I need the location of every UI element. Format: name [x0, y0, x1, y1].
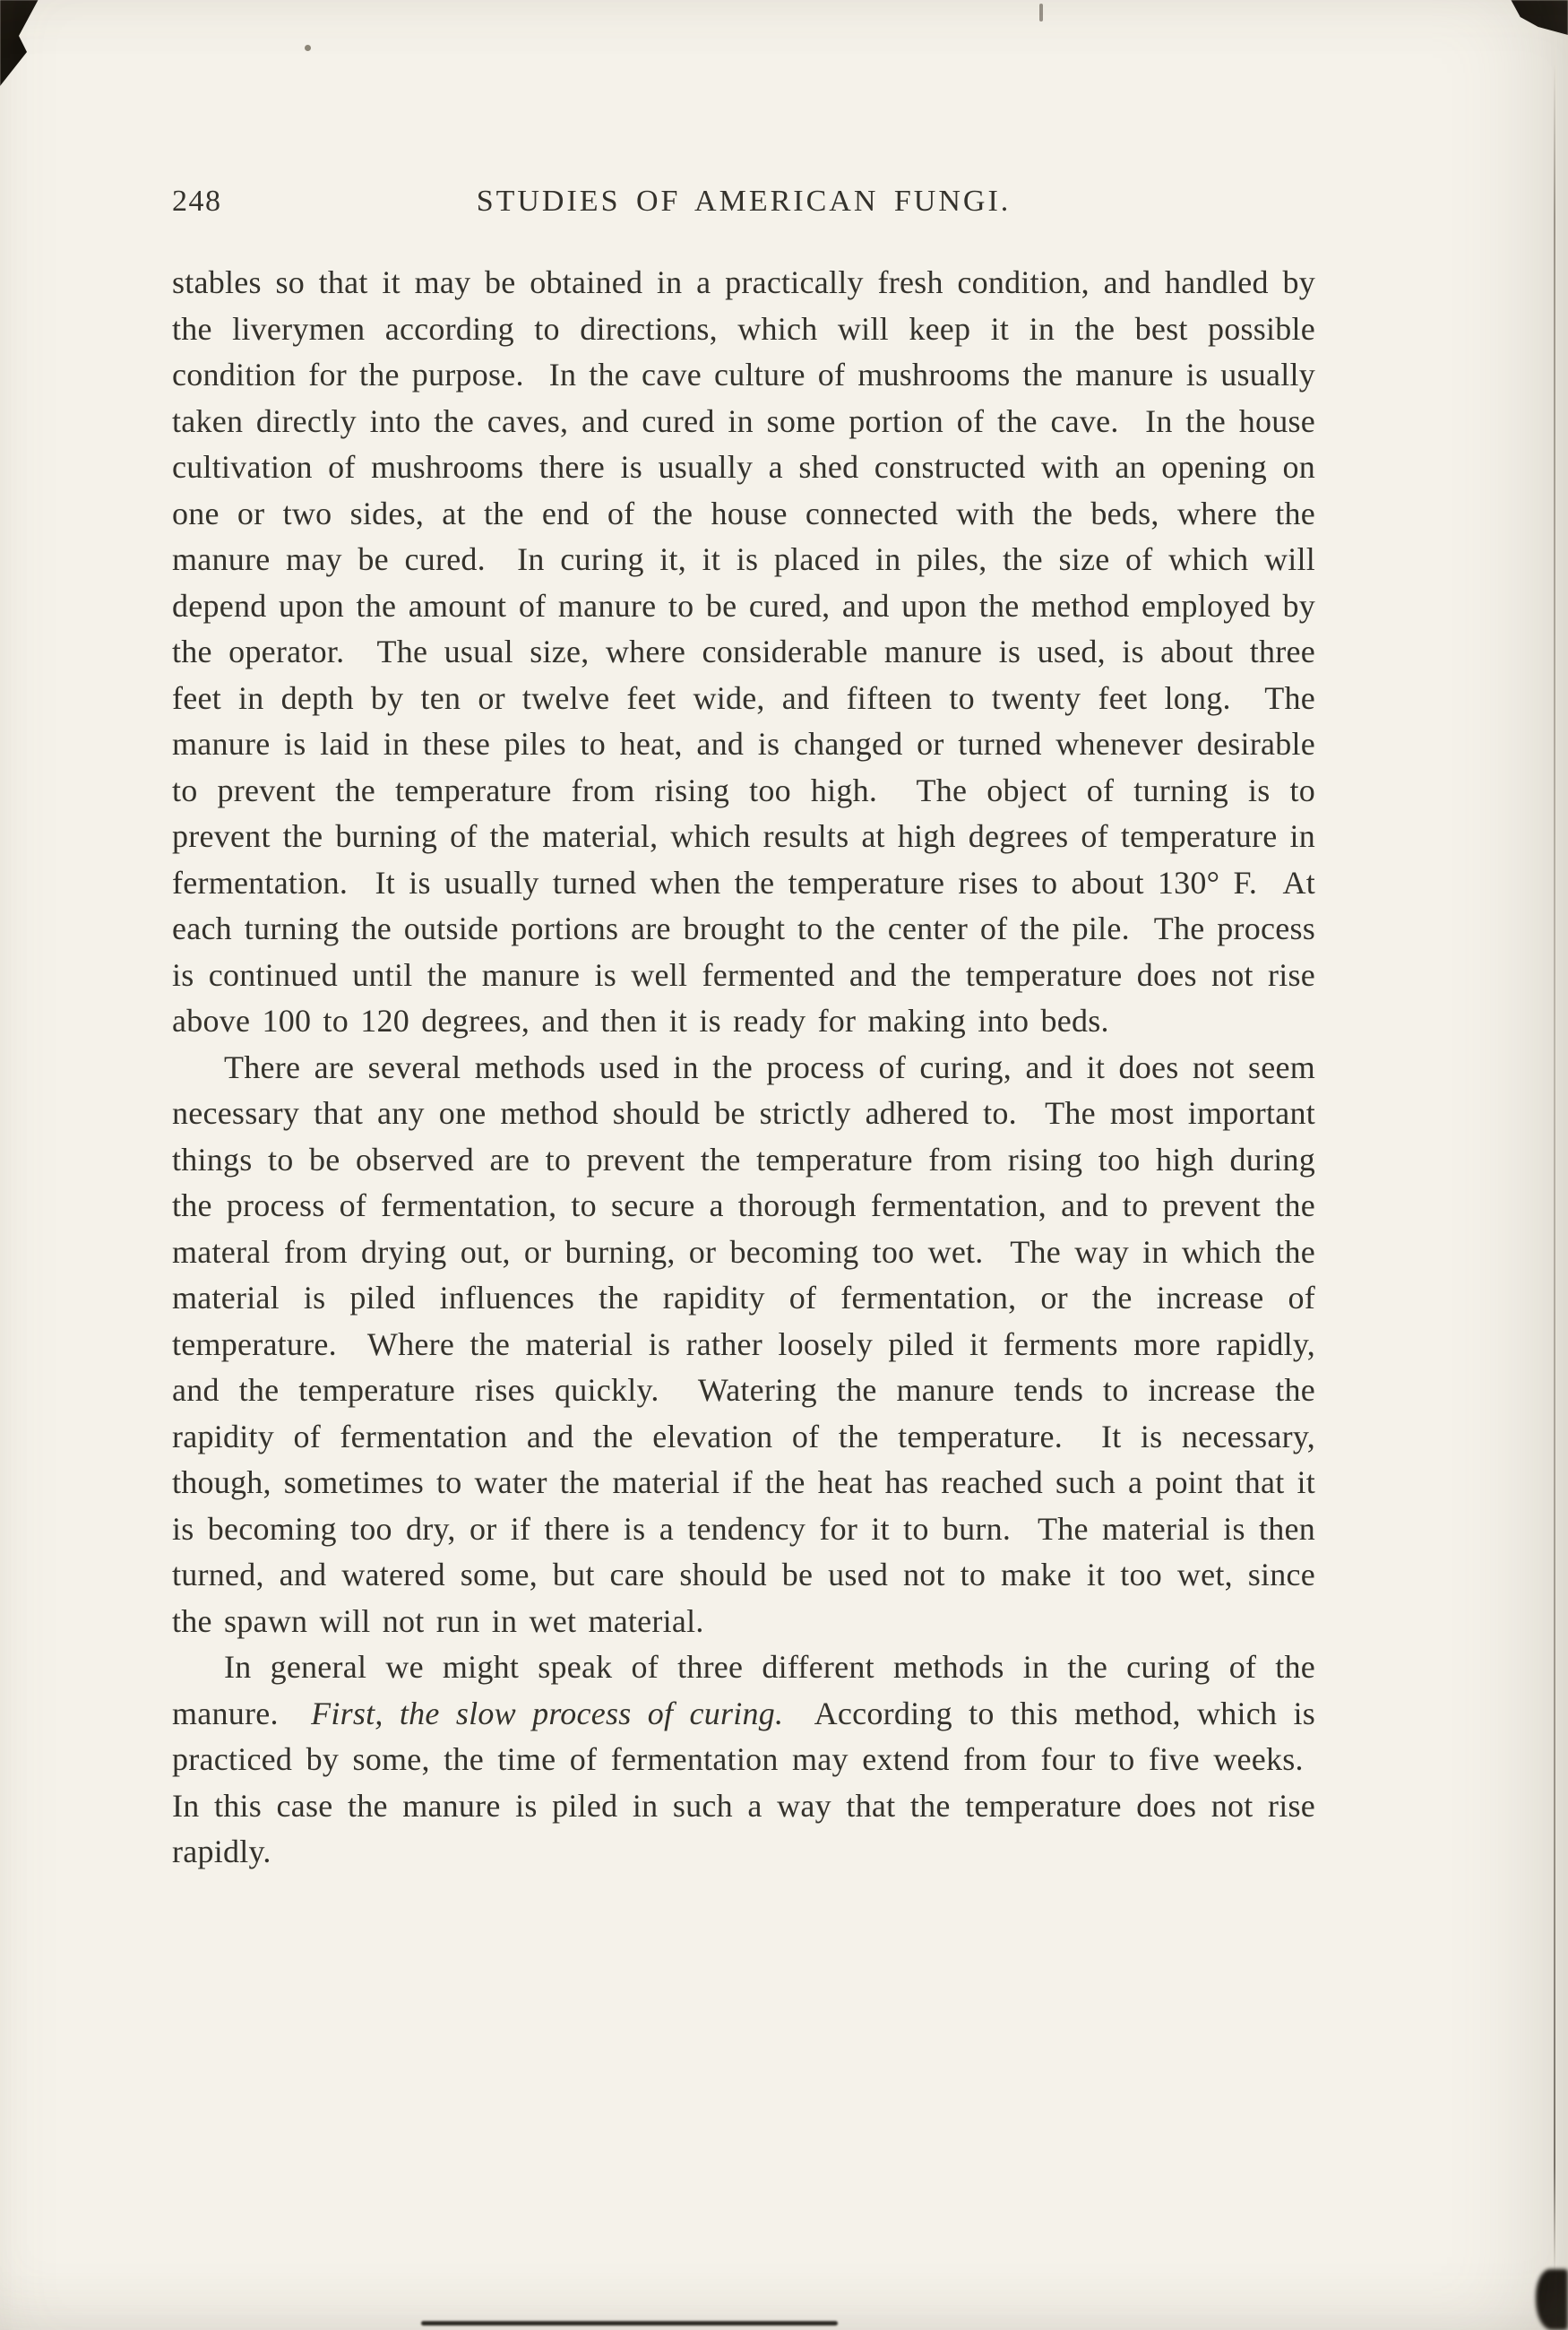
scan-artifact-bottom-right — [1536, 2269, 1568, 2330]
page-number: 248 — [172, 185, 222, 218]
text-segment: According to this method, which is practiced by some, the time of fermentation may extend from four to five weeks. In this case the manure is piled in such a way that the temperature does not rise rapidly. — [172, 1695, 1315, 1869]
text-segment: There are several methods used in the process of curing, and it does not seem necessary that any one method should be strictly adhered to. The most important things to be observed are to prevent the temperature from rising too high during the process of fermentation, to secure a thorough fermentation, and to prevent the materal from drying out, or burning, or becoming too wet. The way in which the material is piled influences the rapidity of fermentation, or the increase of temperature. Where the material is rather loosely piled it ferments more rapidly, and the temperature rises quickly. Watering the manure tends to increase the rapidity of fermentation and the elevation of the temperature. It is necessary, though, sometimes to water the material if the heat has reached such a point that it is becoming too dry, or if there is a tendency for it to burn. The material is then turned, and watered some, but care should be used not to make it too wet, since the spawn will not run in wet material. — [172, 1048, 1315, 1639]
text-segment: stables so that it may be obtained in a practically fresh condition, and handled by the liverymen according to directions, which will keep it in the best possible condition for the purpose. In the cave culture of mushrooms the manure is usually taken directly into the caves, and cured in some portion of the cave. In the house cultivation of mushrooms there is usually a shed constructed with an opening on one or two sides, at the end of the house connected with the beds, where the manure may be cured. In curing it, it is placed in piles, the size of which will depend upon the amount of manure to be cured, and upon the method employed by the operator. The usual size, where considerable manure is used, is about three feet in depth by ten or twelve feet wide, and fifteen to twenty feet long. The manure is laid in these piles to heat, and is changed or turned whenever desirable to prevent the temperature from rising too high. The object of turning is to prevent the burning of the material, which results at high degrees of temperature in fermentation. It is usually turned when the temperature rises to about 130° F. At each turning the outside portions are brought to the center of the pile. The process is continued until the manure is well fermented and the temperature does not rise above 100 to 120 degrees, and then it is ready for making into beds. — [172, 264, 1315, 1039]
paragraph — [172, 1644, 1315, 1876]
body-text — [172, 260, 1315, 1876]
page-header — [172, 0, 1315, 219]
scan-artifact-bottom-line — [421, 2321, 838, 2326]
running-title: STUDIES OF AMERICAN FUNGI. — [476, 185, 1012, 218]
scan-artifact-top-left — [0, 0, 45, 90]
text-segment: In general we might speak of three different methods in the curing of the manure. — [172, 1649, 1315, 1731]
scan-artifact-right-edge-line — [1554, 63, 1555, 2276]
scan-artifact-top-right — [1502, 0, 1568, 45]
paragraph — [172, 260, 1315, 1045]
paragraph — [172, 1045, 1315, 1645]
italic-text-segment: First, the slow process of curing. — [311, 1695, 784, 1731]
